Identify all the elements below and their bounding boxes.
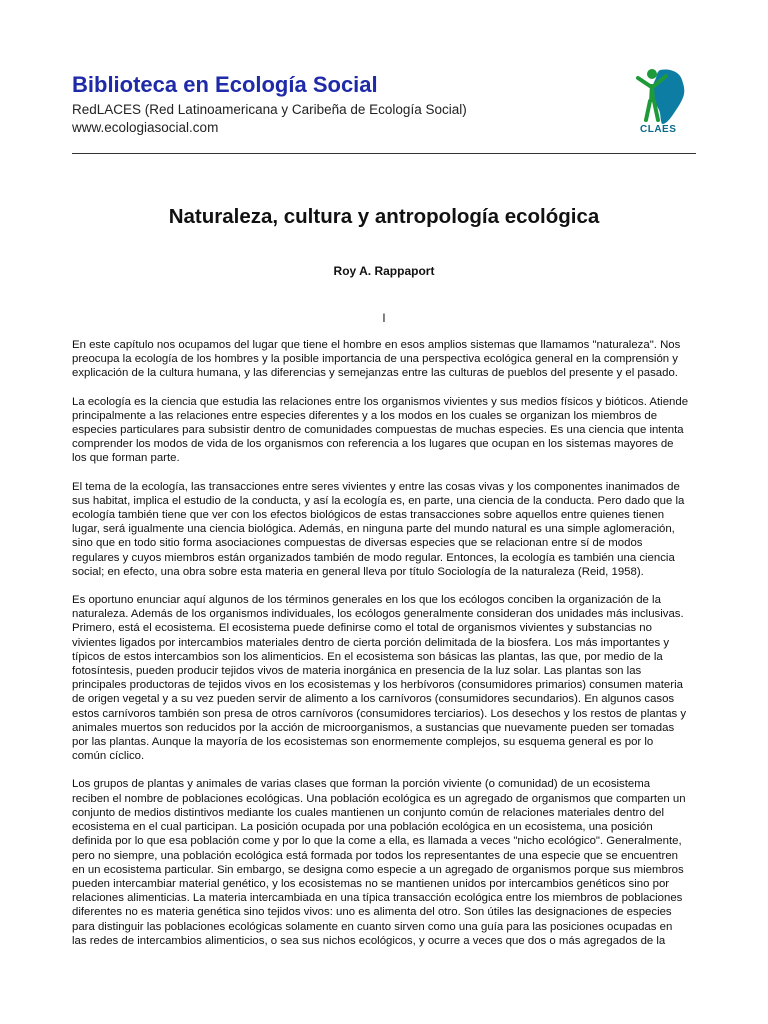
paragraph-line: estos carnívoros también son presa de otros carnívoros (consumidores terciarios). Los desechos y los restos de plantas y [72,707,687,720]
paragraph-line: conjunto de medios distintivos mediante los cuales mantienen un conjunto común de relaciones materiales dentro del [72,806,665,819]
paragraph-line: naturaleza. Además de los organismos individuales, los ecólogos generalmente consideran dos unidades más inclusivas. [72,608,684,621]
body-paragraph [72,593,698,763]
header-divider [72,153,696,154]
paragraph-line: relaciones alimenticias. La materia intercambiada en una típica transacción ecológica entre los miembros de poblaciones [72,892,683,905]
library-url[interactable]: www.ecologiasocial.com [72,120,219,135]
article-author: Roy A. Rappaport [333,264,435,278]
paragraph-line: social; en efecto, una obra sobre esta materia en general lleva por título Sociología de la naturaleza (Reid, 1958). [72,565,644,578]
paragraph-line: preocupa la ecología de los hombres y la posible importancia de una perspectiva ecológica general en la comprensión y [72,353,678,366]
body-paragraph [72,395,698,466]
paragraph-line: común cíclico. [72,750,145,763]
claes-logo-label: CLAES [640,124,677,135]
paragraph-line: para distinguir las poblaciones ecológicas solamente en cuanto sirven como una guía para las posiciones ocupadas en [72,920,673,933]
body-paragraph [72,338,698,381]
paragraph-line: fotosíntesis, pueden producir tejidos vivos de materia inorgánica en presencia de la luz solar. Las plantas son las [72,665,642,678]
paragraph-line: regulares y cuyos miembros están organizados también de modo regular. Entonces, la ecología es también una ciencia [72,551,675,564]
paragraph-line: Primero, está el ecosistema. El ecosistema puede definirse como el total de organismos vivientes y substancias no [72,622,652,635]
paragraph-line: de origen vegetal y a su vez pueden servir de alimento a los carnívoros (consumidores secundarios). En algunos casos [72,693,675,706]
article-body [72,338,698,948]
paragraph-line: pueden intercambiar material genético, y los ecosistemas no se mantienen unidos por intercambios genéticos sino por [72,877,670,890]
paragraph-line: La ecología es la ciencia que estudia las relaciones entre los organismos vivientes y sus medios físicos y bióticos. Atiende [72,395,689,408]
paragraph-line: El tema de la ecología, las transacciones entre seres vivientes y entre las cosas vivas y los componentes inanimados de [72,480,680,493]
body-paragraph [72,777,698,947]
paragraph-line: sino que en todo sitio forma asociaciones compuestas de diversas especies que se relacionan entre sí de modos [72,537,643,550]
paragraph-line: comprender los modos de vida de los organismos con referencia a los lugares que ocupan en los sistemas mayores de [72,438,674,451]
paragraph-line: Los grupos de plantas y animales de varias clases que forman la porción viviente (o comunidad) de un ecosistema [72,778,651,791]
paragraph-line: Es oportuno enunciar aquí algunos de los términos generales en los que los ecólogos conciben la organización de la [72,594,661,607]
paragraph-line: por las plantas. Aunque la mayoría de los ecosistemas son enormemente complejos, su esquema general es por lo [72,736,654,749]
body-paragraph [72,480,698,579]
paragraph-line: sus habitat, implica el estudio de la conducta, y así la ecología es, en parte, una ciencia de la conducta. Pero dado que la [72,494,685,507]
paragraph-line: ecología también tiene que ver con los efectos biológicos de estas transacciones sobre aquellos entre quienes tienen [72,509,665,522]
paragraph-line: definida por lo que esa población come y por lo que la come a ella, es llamada a veces "nicho ecológico". Generalmente, [72,835,682,848]
paragraph-line: las redes de intercambios alimenticios, o sea sus nichos ecológicos, y ocurre a veces que dos o más agregados de la [72,934,666,947]
paragraph-line: ecosistema en el cual participan. La posición ocupada por una población ecológica en un ecosistema, una posición [72,821,653,834]
paragraph-line: diferentes no es materia genética sino tejidos vivos: uno es alimenta del otro. Son útiles las designaciones de especies [72,906,672,919]
library-header [72,72,632,136]
section-number: I [382,313,386,325]
paragraph-line: en un ecosistema particular. Sin embargo, se designa como especie a un agregado de organismos porque sus miembros [72,863,684,876]
article-title: Naturaleza, cultura y antropología ecológica [168,205,600,228]
paragraph-line: los que forman parte. [72,452,180,465]
paragraph-line: vivientes ligados por intercambios materiales dentro de cierta porción delimitada de la biosfera. Los más importantes y [72,636,670,649]
paragraph-line: reciben el nombre de poblaciones ecológicas. Una población ecológica es un agregado de organismos que comparten un [72,792,686,805]
paragraph-line: explicación de la cultura humana, y las diferencias y semejanzas entre las culturas de pueblos del presente y el pasado. [72,367,678,380]
paragraph-line: lugar, será igualmente una ciencia biológica. Además, en ninguna parte del mundo natural es una simple aglomeración, [72,523,675,536]
paragraph-line: animales muertos son reducidos por la acción de microorganismos, a sustancias que nuevamente pueden ser tomadas [72,721,675,734]
library-subtitle: RedLACES (Red Latinoamericana y Caribeña de Ecología Social) [72,102,467,117]
paragraph-line: típicos de estos intercambios son los alimenticios. En el ecosistema son básicas las plantas, las que, por medio de la [72,650,663,663]
library-title: Biblioteca en Ecología Social [72,72,378,97]
paragraph-line: principales productoras de tejidos vivos en los ecosistemas y los herbívoros (consumidores primarios) consumen materia [72,679,683,692]
paragraph-line: especies particulares para subsistir dentro de comunidades compuestas de muchas especies. Es una ciencia que intenta [72,424,684,437]
paragraph-line: principalmente a las relaciones entre especies diferentes y a los modos en los cuales se organizan los miembros de [72,409,658,422]
paragraph-line: En este capítulo nos ocupamos del lugar que tiene el hombre en esos amplios sistemas que llamamos "naturaleza". Nos [72,339,681,351]
paragraph-line: pero no siempre, una población ecológica está formada por todos los representantes de una especie que se encuentren [72,849,679,862]
